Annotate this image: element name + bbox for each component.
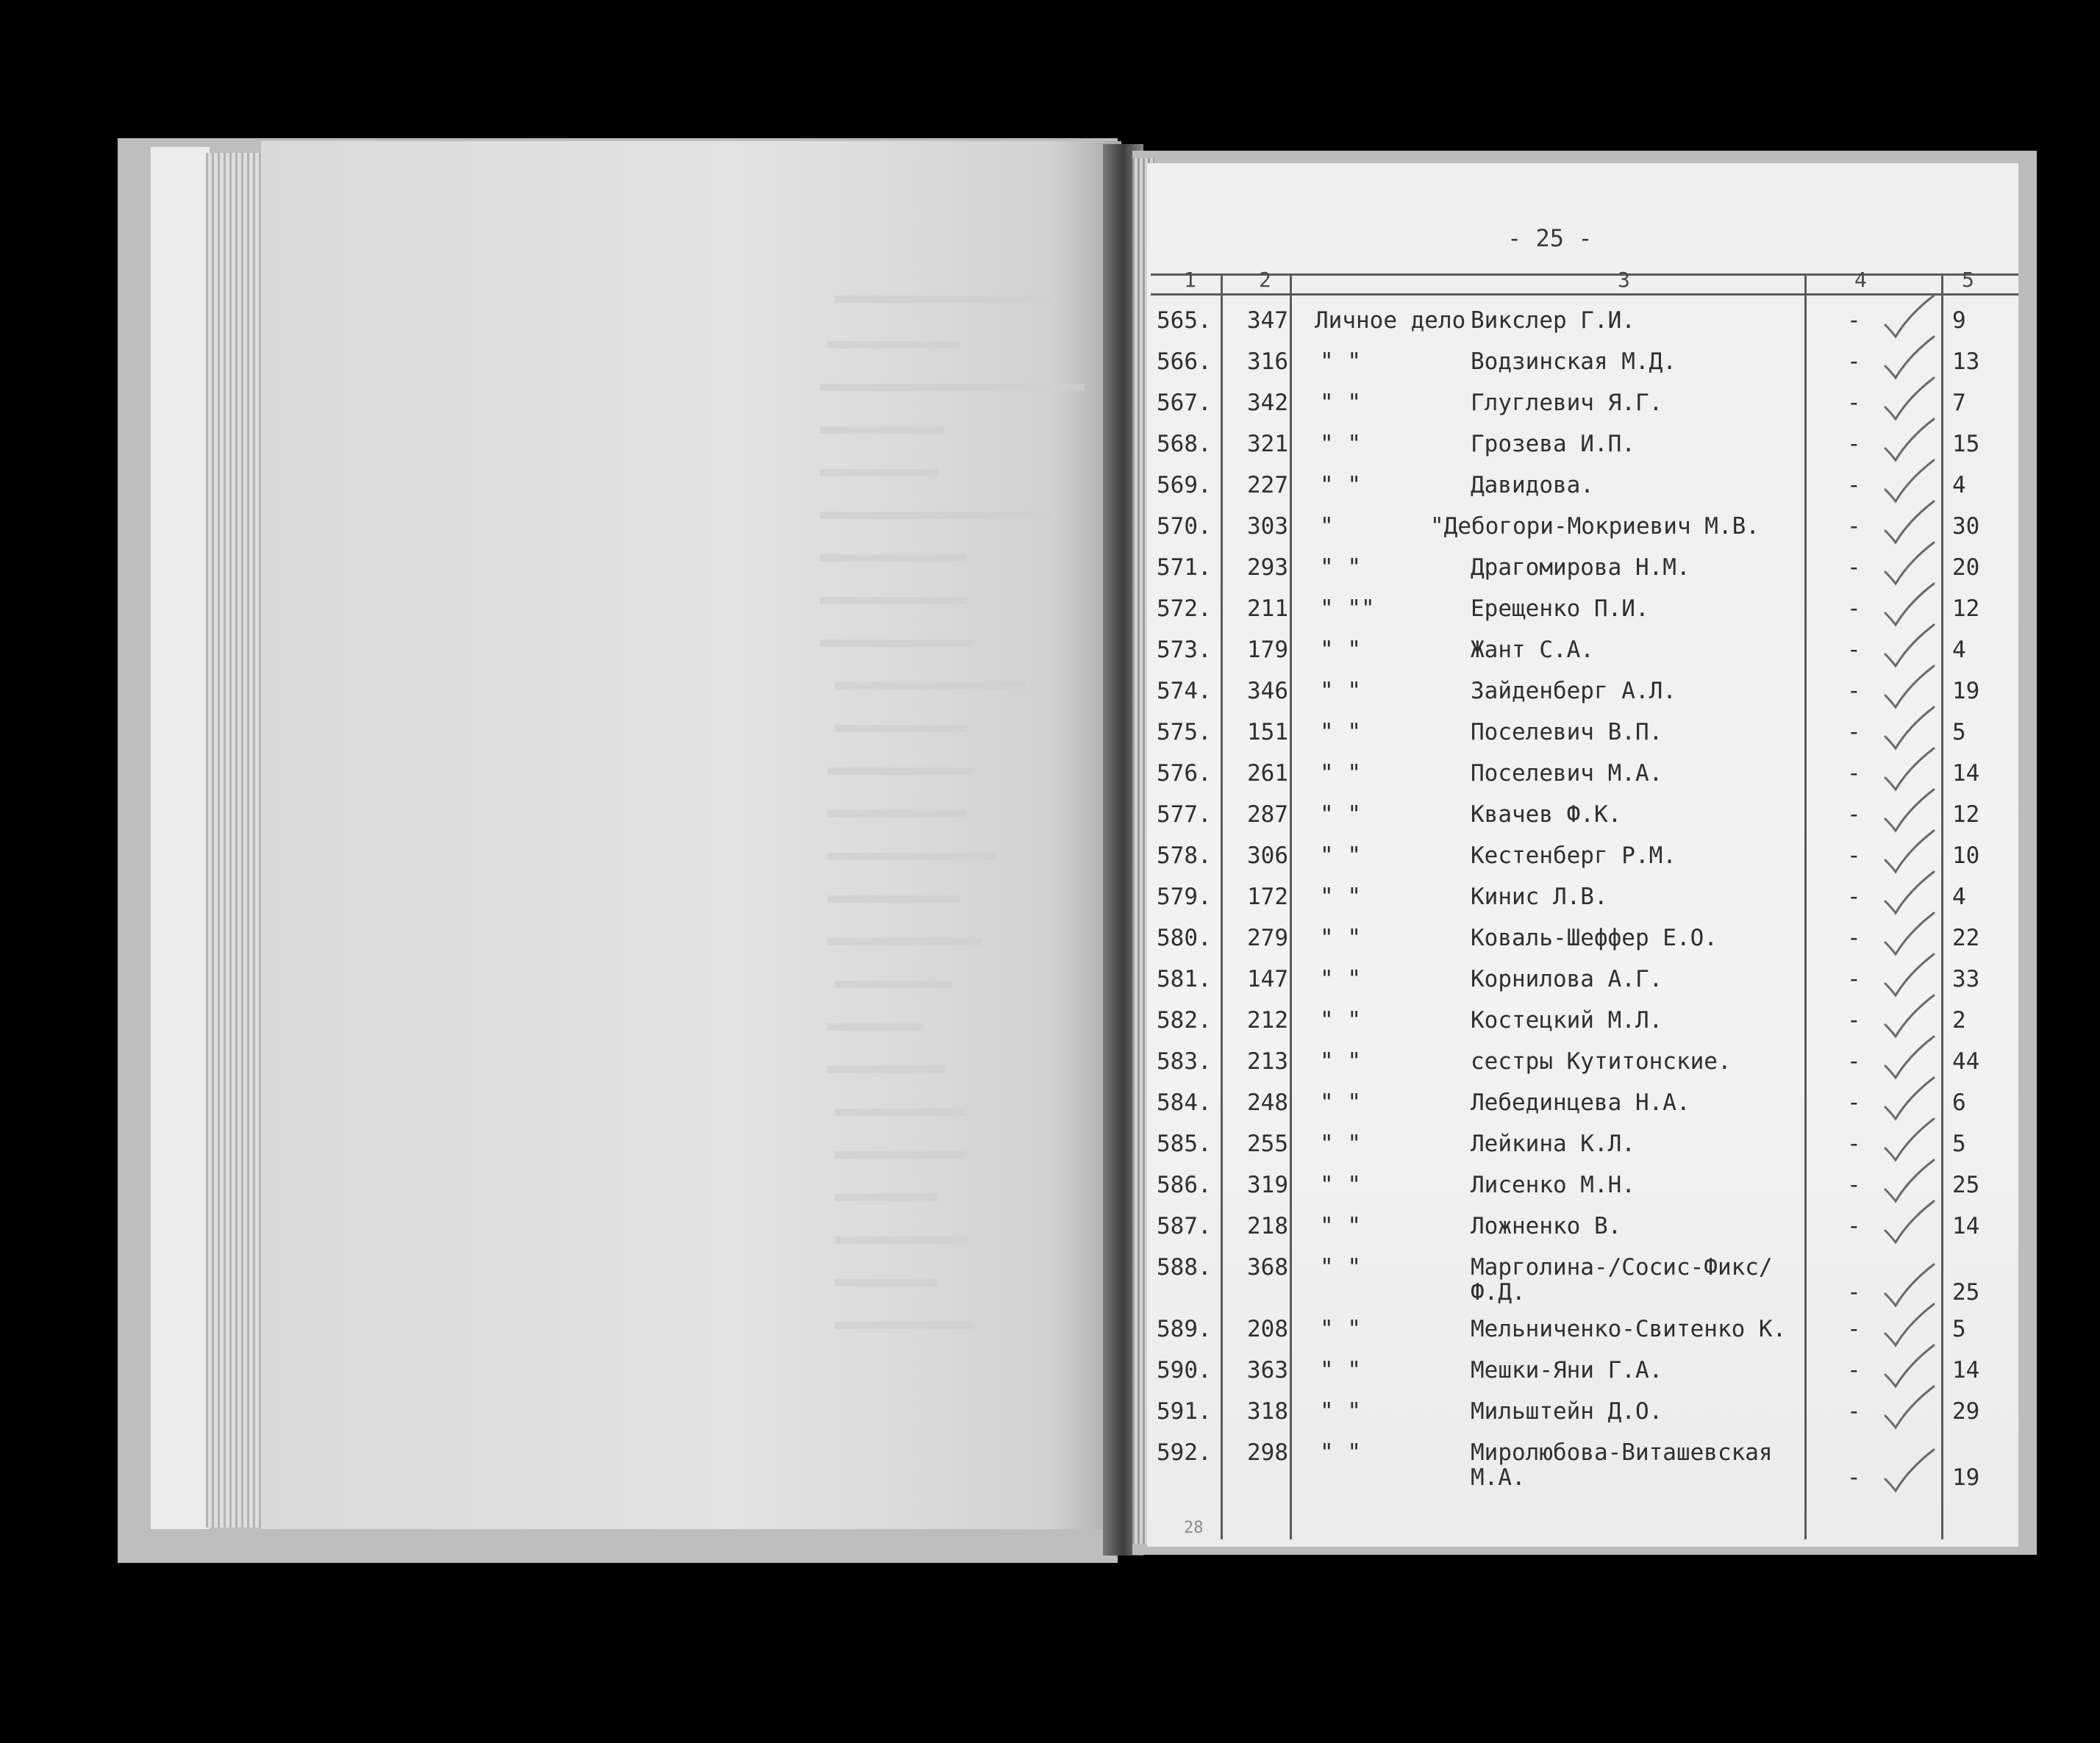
- table-row: [0, 719, 2100, 756]
- person-name: Жант С.А.: [1471, 637, 1594, 663]
- case-code: 255: [1247, 1131, 1288, 1157]
- case-code: 279: [1247, 925, 1288, 951]
- person-name: Давидова.: [1471, 472, 1594, 498]
- table-row: [0, 390, 2100, 426]
- column-4-value: -: [1847, 1007, 1861, 1034]
- page-count: 20: [1952, 554, 1980, 581]
- record-type: " ": [1320, 1439, 1361, 1466]
- column-4-value: -: [1847, 513, 1861, 540]
- case-code: 248: [1247, 1089, 1288, 1116]
- page-count: 5: [1952, 1131, 1966, 1157]
- row-number: 590.: [1157, 1357, 1212, 1384]
- page-count: 19: [1952, 678, 1980, 704]
- table-row: [0, 595, 2100, 632]
- case-code: 347: [1247, 307, 1288, 334]
- person-name: "Дебогори-Мокриевич М.В.: [1430, 513, 1760, 540]
- table-row: [0, 966, 2100, 1003]
- check-mark-icon: [1879, 416, 1938, 463]
- page-count: 14: [1952, 760, 1980, 787]
- case-code: 287: [1247, 801, 1288, 828]
- column-4-value: -: [1847, 1316, 1861, 1342]
- page-count: 2: [1952, 1007, 1966, 1034]
- column-4-value: -: [1847, 1213, 1861, 1239]
- person-name: Миролюбова-Виташевская: [1471, 1439, 1773, 1466]
- column-header-2: 2: [1259, 268, 1271, 292]
- person-name: Поселевич М.А.: [1471, 760, 1663, 787]
- column-header-1: 1: [1184, 268, 1196, 292]
- person-name: Корнилова А.Г.: [1471, 966, 1663, 992]
- case-code: 321: [1247, 431, 1288, 457]
- page-count: 29: [1952, 1398, 1980, 1425]
- row-number: 570.: [1157, 513, 1212, 540]
- page-count: 5: [1952, 719, 1966, 745]
- table-row: [0, 1398, 2100, 1435]
- check-mark-icon: [1879, 1447, 1938, 1494]
- column-4-value: -: [1847, 1279, 1861, 1306]
- row-number: 578.: [1157, 842, 1212, 869]
- column-4-value: -: [1847, 1398, 1861, 1425]
- table-row: [0, 1131, 2100, 1167]
- person-name: Зайденберг А.Л.: [1471, 678, 1676, 704]
- table-row: [0, 1007, 2100, 1044]
- page-count: 30: [1952, 513, 1980, 540]
- column-4-value: -: [1847, 1048, 1861, 1075]
- page-count: 4: [1952, 637, 1966, 663]
- table-row: [0, 472, 2100, 509]
- case-code: 316: [1247, 348, 1288, 375]
- person-name: Грозева И.П.: [1471, 431, 1635, 457]
- case-code: 293: [1247, 554, 1288, 581]
- person-name: Лисенко М.Н.: [1471, 1172, 1635, 1198]
- row-number: 583.: [1157, 1048, 1212, 1075]
- case-code: 303: [1247, 513, 1288, 540]
- person-name: Квачев Ф.К.: [1471, 801, 1622, 828]
- person-name: Ложненко В.: [1471, 1213, 1622, 1239]
- record-type: " ": [1320, 1254, 1361, 1281]
- table-row: [0, 760, 2100, 797]
- column-4-value: -: [1847, 1089, 1861, 1116]
- column-4-value: -: [1847, 1464, 1861, 1491]
- check-mark-icon: [1879, 869, 1938, 916]
- table-row: [0, 842, 2100, 879]
- row-number: 572.: [1157, 595, 1212, 622]
- row-number: 565.: [1157, 307, 1212, 334]
- page-count: 12: [1952, 801, 1980, 828]
- check-mark-icon: [1879, 498, 1938, 545]
- column-4-value: -: [1847, 390, 1861, 416]
- column-4-value: -: [1847, 637, 1861, 663]
- case-code: 368: [1247, 1254, 1288, 1281]
- person-name: Водзинская М.Д.: [1471, 348, 1676, 375]
- check-mark-icon: [1879, 1157, 1938, 1204]
- check-mark-icon: [1879, 581, 1938, 628]
- page-count: 15: [1952, 431, 1980, 457]
- table-row: [0, 1254, 2100, 1306]
- person-name: Мельниченко-Свитенко К.: [1471, 1316, 1787, 1342]
- check-mark-icon: [1879, 745, 1938, 792]
- case-code: 363: [1247, 1357, 1288, 1384]
- check-mark-icon: [1879, 1342, 1938, 1389]
- check-mark-icon: [1879, 334, 1938, 381]
- column-4-value: -: [1847, 554, 1861, 581]
- check-mark-icon: [1879, 1034, 1938, 1081]
- table-row: [0, 431, 2100, 468]
- record-type: " ": [1320, 1089, 1361, 1116]
- column-header-3: 3: [1618, 268, 1630, 292]
- table-row: [0, 1213, 2100, 1250]
- record-type: " ": [1320, 678, 1361, 704]
- table-row: [0, 1316, 2100, 1353]
- person-name: Драгомирова Н.М.: [1471, 554, 1690, 581]
- check-mark-icon: [1879, 1075, 1938, 1122]
- record-type: " ": [1320, 348, 1361, 375]
- column-4-value: -: [1847, 760, 1861, 787]
- record-type: " ": [1320, 431, 1361, 457]
- column-4-value: -: [1847, 348, 1861, 375]
- row-number: 575.: [1157, 719, 1212, 745]
- table-row: [0, 554, 2100, 591]
- table-row: [0, 678, 2100, 715]
- header-rule-top: [1151, 273, 2018, 276]
- column-4-value: -: [1847, 925, 1861, 951]
- check-mark-icon: [1879, 992, 1938, 1039]
- page-count: 5: [1952, 1316, 1966, 1342]
- record-type: " ": [1320, 472, 1361, 498]
- check-mark-icon: [1879, 375, 1938, 422]
- person-name: Ерещенко П.И.: [1471, 595, 1649, 622]
- page-count: 7: [1952, 390, 1966, 416]
- table-row: [0, 925, 2100, 962]
- column-4-value: -: [1847, 1357, 1861, 1384]
- case-code: 342: [1247, 390, 1288, 416]
- case-code: 172: [1247, 884, 1288, 910]
- record-type: " ": [1320, 842, 1361, 869]
- person-name: Глуглевич Я.Г.: [1471, 390, 1663, 416]
- table-row: [0, 348, 2100, 385]
- person-name: сестры Кутитонские.: [1471, 1048, 1732, 1075]
- column-4-value: -: [1847, 801, 1861, 828]
- table-row: [0, 801, 2100, 838]
- case-code: 179: [1247, 637, 1288, 663]
- row-number: 567.: [1157, 390, 1212, 416]
- record-type: " ": [1320, 637, 1361, 663]
- person-name: Лейкина К.Л.: [1471, 1131, 1635, 1157]
- record-type: " ": [1320, 1172, 1361, 1198]
- case-code: 212: [1247, 1007, 1288, 1034]
- page-count: 13: [1952, 348, 1980, 375]
- record-type: " ": [1320, 801, 1361, 828]
- column-4-value: -: [1847, 884, 1861, 910]
- check-mark-icon: [1879, 787, 1938, 834]
- check-mark-icon: [1879, 951, 1938, 998]
- record-type: " ": [1320, 925, 1361, 951]
- case-code: 147: [1247, 966, 1288, 992]
- row-number: 574.: [1157, 678, 1212, 704]
- person-name: Костецкий М.Л.: [1471, 1007, 1663, 1034]
- record-type: " "": [1320, 595, 1375, 622]
- row-number: 579.: [1157, 884, 1212, 910]
- person-name-continued: Ф.Д.: [1471, 1279, 1526, 1306]
- table-row: [0, 1172, 2100, 1209]
- table-row: [0, 1089, 2100, 1126]
- row-number: 569.: [1157, 472, 1212, 498]
- page-count: 19: [1952, 1464, 1980, 1491]
- case-code: 218: [1247, 1213, 1288, 1239]
- page-number: - 25 -: [1507, 224, 1593, 252]
- check-mark-icon: [1879, 293, 1938, 340]
- page-count: 9: [1952, 307, 1966, 334]
- page-count: 6: [1952, 1089, 1966, 1116]
- table-row: [0, 513, 2100, 550]
- check-mark-icon: [1879, 704, 1938, 751]
- pencil-note: 28: [1184, 1519, 1204, 1537]
- page-count: 14: [1952, 1213, 1980, 1239]
- page-count: 4: [1952, 884, 1966, 910]
- page-count: 10: [1952, 842, 1980, 869]
- person-name: Лебединцева Н.А.: [1471, 1089, 1690, 1116]
- row-number: 566.: [1157, 348, 1212, 375]
- table-row: [0, 1357, 2100, 1394]
- row-number: 580.: [1157, 925, 1212, 951]
- check-mark-icon: [1879, 1116, 1938, 1163]
- table-row: [0, 637, 2100, 673]
- check-mark-icon: [1879, 622, 1938, 669]
- case-code: 319: [1247, 1172, 1288, 1198]
- person-name: Поселевич В.П.: [1471, 719, 1663, 745]
- row-number: 581.: [1157, 966, 1212, 992]
- check-mark-icon: [1879, 540, 1938, 587]
- person-name: Коваль-Шеффер Е.О.: [1471, 925, 1718, 951]
- record-type: Личное дело: [1315, 307, 1466, 334]
- check-mark-icon: [1879, 1384, 1938, 1431]
- record-type: " ": [1320, 1213, 1361, 1239]
- column-4-value: -: [1847, 842, 1861, 869]
- case-code: 151: [1247, 719, 1288, 745]
- check-mark-icon: [1879, 828, 1938, 875]
- row-number: 585.: [1157, 1131, 1212, 1157]
- table-row: [0, 1048, 2100, 1085]
- page-count: 12: [1952, 595, 1980, 622]
- record-type: " ": [1320, 719, 1361, 745]
- table-row: [0, 307, 2100, 344]
- column-4-value: -: [1847, 1131, 1861, 1157]
- person-name: Кестенберг Р.М.: [1471, 842, 1676, 869]
- column-4-value: -: [1847, 431, 1861, 457]
- column-4-value: -: [1847, 719, 1861, 745]
- row-number: 589.: [1157, 1316, 1212, 1342]
- column-4-value: -: [1847, 472, 1861, 498]
- row-number: 588.: [1157, 1254, 1212, 1281]
- column-4-value: -: [1847, 966, 1861, 992]
- record-type: " ": [1320, 966, 1361, 992]
- table-row: [0, 884, 2100, 920]
- row-number: 571.: [1157, 554, 1212, 581]
- column-4-value: -: [1847, 678, 1861, 704]
- record-type: " ": [1320, 1048, 1361, 1075]
- column-4-value: -: [1847, 307, 1861, 334]
- record-type: ": [1320, 513, 1334, 540]
- table-row: [0, 1439, 2100, 1491]
- record-type: " ": [1320, 1398, 1361, 1425]
- record-type: " ": [1320, 554, 1361, 581]
- case-code: 298: [1247, 1439, 1288, 1466]
- row-number: 576.: [1157, 760, 1212, 787]
- case-code: 306: [1247, 842, 1288, 869]
- column-header-5: 5: [1962, 268, 1974, 292]
- page-count: 22: [1952, 925, 1980, 951]
- record-type: " ": [1320, 760, 1361, 787]
- row-number: 573.: [1157, 637, 1212, 663]
- row-number: 591.: [1157, 1398, 1212, 1425]
- case-code: 208: [1247, 1316, 1288, 1342]
- record-type: " ": [1320, 1007, 1361, 1034]
- row-number: 592.: [1157, 1439, 1212, 1466]
- column-4-value: -: [1847, 595, 1861, 622]
- row-number: 587.: [1157, 1213, 1212, 1239]
- row-number: 582.: [1157, 1007, 1212, 1034]
- page-count: 44: [1952, 1048, 1980, 1075]
- record-type: " ": [1320, 1131, 1361, 1157]
- case-code: 318: [1247, 1398, 1288, 1425]
- record-type: " ": [1320, 1357, 1361, 1384]
- person-name: Мильштейн Д.О.: [1471, 1398, 1663, 1425]
- page-count: 25: [1952, 1279, 1980, 1306]
- row-number: 577.: [1157, 801, 1212, 828]
- row-number: 584.: [1157, 1089, 1212, 1116]
- case-code: 227: [1247, 472, 1288, 498]
- page-count: 4: [1952, 472, 1966, 498]
- check-mark-icon: [1879, 663, 1938, 710]
- case-code: 211: [1247, 595, 1288, 622]
- page-count: 33: [1952, 966, 1980, 992]
- case-code: 346: [1247, 678, 1288, 704]
- column-header-4: 4: [1854, 268, 1867, 292]
- record-type: " ": [1320, 390, 1361, 416]
- row-number: 568.: [1157, 431, 1212, 457]
- check-mark-icon: [1879, 457, 1938, 504]
- check-mark-icon: [1879, 1301, 1938, 1348]
- person-name: Викслер Г.И.: [1471, 307, 1635, 334]
- case-code: 261: [1247, 760, 1288, 787]
- check-mark-icon: [1879, 1198, 1938, 1245]
- person-name: Мешки-Яни Г.А.: [1471, 1357, 1663, 1384]
- person-name: Кинис Л.В.: [1471, 884, 1608, 910]
- person-name-continued: М.А.: [1471, 1464, 1526, 1491]
- record-type: " ": [1320, 884, 1361, 910]
- column-4-value: -: [1847, 1172, 1861, 1198]
- case-code: 213: [1247, 1048, 1288, 1075]
- page-count: 14: [1952, 1357, 1980, 1384]
- person-name: Марголина-/Сосис-Фикс/: [1471, 1254, 1773, 1281]
- check-mark-icon: [1879, 910, 1938, 957]
- row-number: 586.: [1157, 1172, 1212, 1198]
- page-count: 25: [1952, 1172, 1980, 1198]
- record-type: " ": [1320, 1316, 1361, 1342]
